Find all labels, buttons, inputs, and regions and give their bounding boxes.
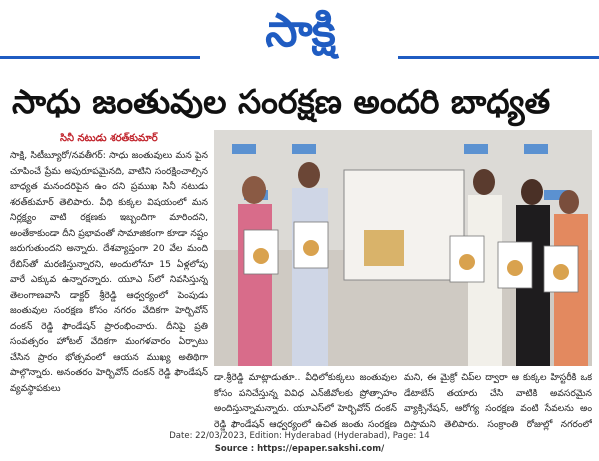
article-headline: సాధు జంతువుల సంరక్షణ అందరి బాధ్యత — [12, 82, 551, 121]
masthead — [0, 0, 599, 70]
masthead-rule-right — [398, 56, 599, 59]
masthead-rule-left — [0, 56, 200, 59]
article-column-left — [10, 148, 208, 428]
article-text-left: సాక్షి, సిటీబ్యూరో/నవతీగర్: సాధు జంతువులు మన పైన చూపించే ప్రేమ అపురూపమైనది, వాటిని సంరక్షించాల్సిన బాధ్యత మనందరిపైన ఉం దని ప్రముఖ సినీ నటుడు శరత్‌కుమార్ తెలిపారు. వీధి కుక్కల విషయంలో మన నిర్లక్ష్యం వాటి రక్షణకు ఇబ్బందిగా మారిందని, అంతేకాకుండా దీని ప్రభావంతో సామాజికంగా కూడా నష్టం జరుగుతుందని అన్నారు. దేశవ్యాప్తంగా 20 వేల మంది రేబిస్‌తో మరణిస్తున్నారని, అందులోనూ 15 ఏళ్లలోపు వారే ఎక్కువ ఉన్నారన్నారు. యూఎ స్‌లో నివసిస్తున్న తెలంగాణవాసి డాక్టర్ శ్రీరెడ్డి ఆధ్వర్యంలో పెంపుడు జంతువుల సంరక్షణ కోసం నగరం వేదికగా హెర్బివోన్ దంకన్ రెడ్డి ఫౌండేషన్ ప్రారంభించారు. దీనిపై ప్రతి సంవత్సరం హోటల్ వేదికగా మంగళవారం ఏర్పాటు చేసిన ప్రారం భోత్సవంలో ఆయన ముఖ్య అతిథిగా పాల్గొన్నారు. అనంతరం హెర్బివోన్ దంకన్ రెడ్డి ఫౌండేషన్ వ్యవస్థాపకులు — [10, 150, 208, 394]
newspaper-logo: సాక్షి — [265, 3, 335, 57]
source-line: Source : https://epaper.sakshi.com/ — [214, 444, 385, 454]
article-text-middle: డా.శ్రీరెడ్డి మాట్లాడుతూ.. వీధిలోకుక్కలు జంతువుల కోసం పనిచేస్తున్న వివిధ ఎన్‌జీవోలకు ప్రోత్సాహం అందిస్తున్నామన్నారు. యూఎస్‌లో హెర్బివోన్ దంకన్ రెడ్డి ఫౌండేషన్ ఆధ్వర్యంలో ఉచిత జంతు సంరక్షణ — [214, 372, 397, 430]
page-footer — [0, 430, 599, 456]
article-column-right — [404, 370, 592, 432]
event-photo — [214, 130, 592, 366]
event-photo-illustration — [214, 130, 592, 366]
article-column-middle — [214, 370, 397, 432]
article-byline: సినీ నటుడు శరత్‌కుమార్ — [60, 133, 158, 144]
article-text-right: మని, ఈ మైక్రో చిప్‌ల ద్వారా ఆ కుక్కల హిస్టరీకి ఒక డేటాబేస్ తయారు చేసి వాటికి అవసరమైన వ్యాక్సినేషన్, ఆరోగ్య సంరక్షణ వంటి సేవలను అం దిస్తామని తెలిపారు. సంక్రాంతి రోజుల్లో నగరంలో — [404, 372, 592, 430]
edition-date-line: Date: 22/03/2023, Edition: Hyderabad (Hyderabad), Page: 14 — [169, 431, 430, 441]
